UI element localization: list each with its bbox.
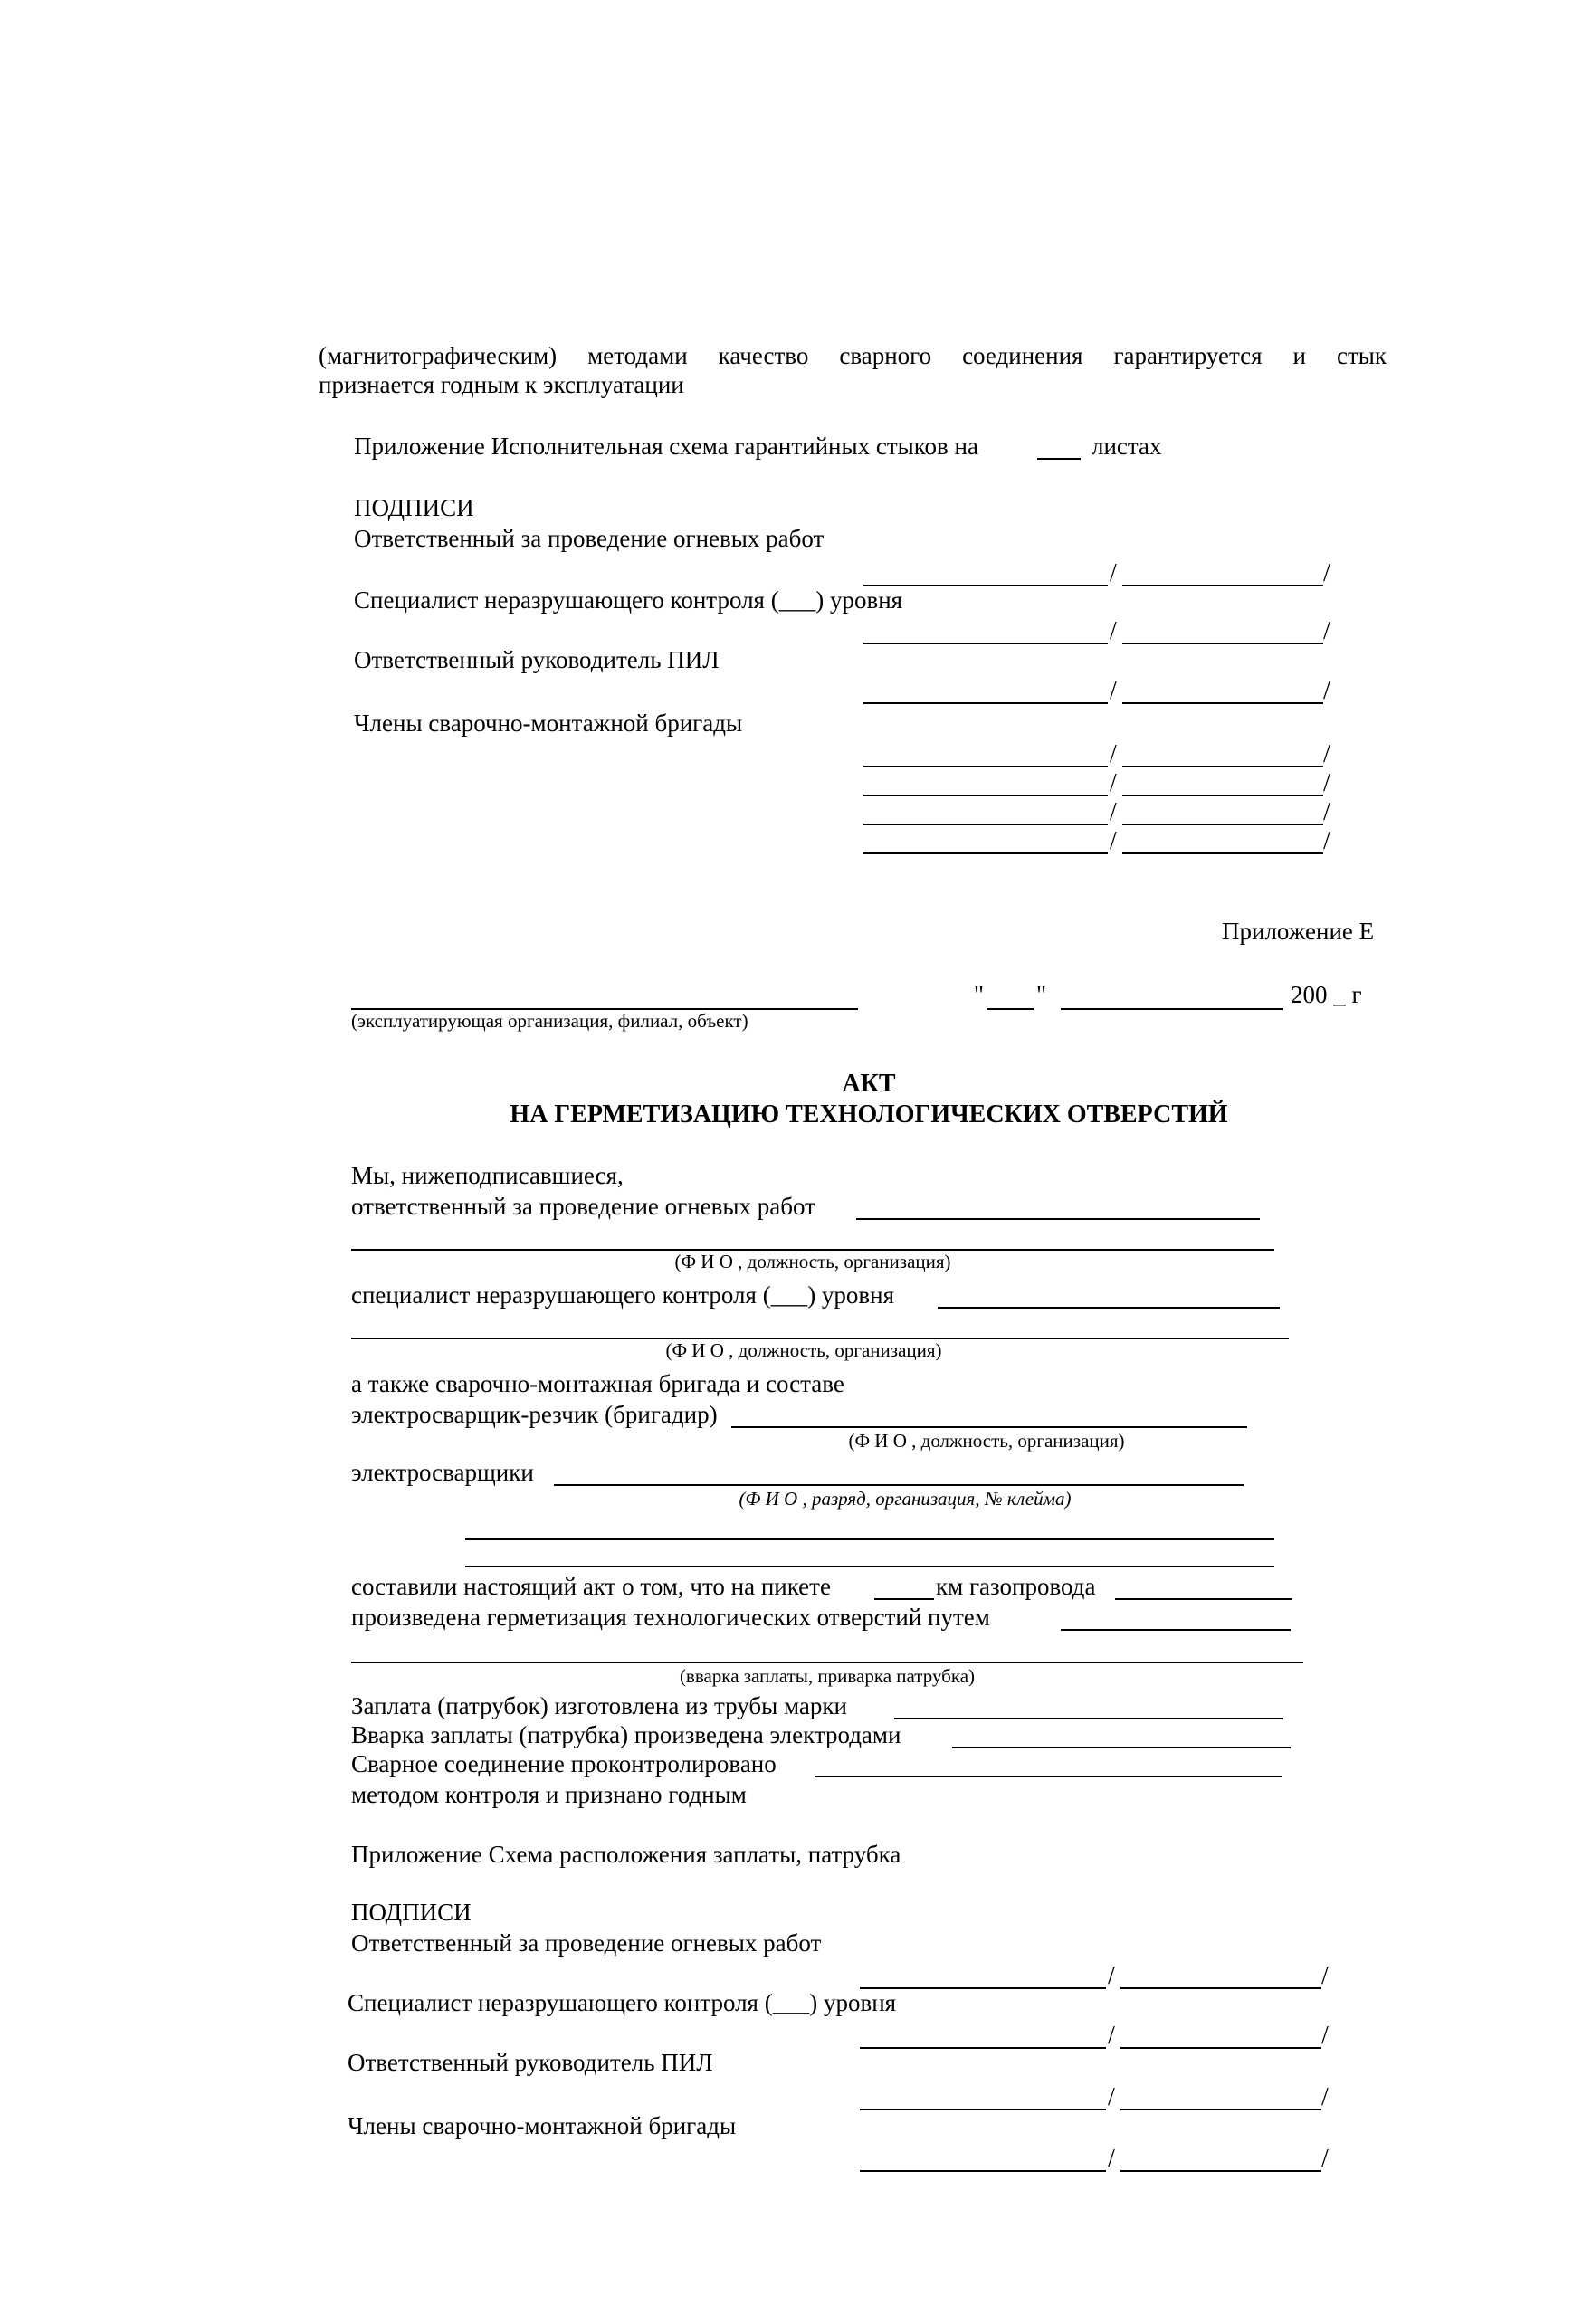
- act-method-blank[interactable]: [351, 1662, 1303, 1663]
- act-subtitle: НА ГЕРМЕТИЗАЦИЮ ТЕХНОЛОГИЧЕСКИХ ОТВЕРСТИЙ: [510, 1100, 1228, 1129]
- sig1-slash-3b: /: [1323, 677, 1330, 705]
- sig2-slash-4b: /: [1321, 2145, 1329, 2173]
- sig2-line-1-name[interactable]: [860, 1987, 1106, 1989]
- act-attachment: Приложение Схема расположения заплаты, патрубка: [351, 1841, 901, 1868]
- act-sealed: произведена герметизация технологических отверстий путем: [351, 1604, 990, 1631]
- sig2-slash-3a: /: [1108, 2083, 1115, 2111]
- act-electrodes-blank[interactable]: [952, 1747, 1291, 1748]
- act-fire-works: ответственный за проведение огневых работ: [351, 1193, 815, 1220]
- continuation-line-1: (магнитографическим) методами качество сварного соединения гарантируется и стык: [319, 342, 1387, 369]
- sig1-line-7-name[interactable]: [863, 852, 1108, 854]
- signatures2-fire-works: Ответственный за проведение огневых работ: [351, 1929, 822, 1957]
- date-year: 200 _ г: [1291, 981, 1362, 1008]
- sig1-slash-7b: /: [1323, 827, 1330, 855]
- act-pipeline-blank[interactable]: [1115, 1598, 1292, 1600]
- act-drew-up-b: км газопровода: [936, 1573, 1096, 1600]
- sig1-line-3-name[interactable]: [863, 702, 1108, 704]
- act-foreman-blank[interactable]: [731, 1426, 1247, 1428]
- sig2-line-1-sign[interactable]: [1120, 1987, 1321, 1989]
- sig1-line-5-name[interactable]: [863, 795, 1108, 796]
- sig1-line-6-name[interactable]: [863, 824, 1108, 825]
- sig2-slash-4a: /: [1108, 2145, 1115, 2173]
- sig1-line-5-sign[interactable]: [1122, 795, 1323, 796]
- act-controlled: Сварное соединение проконтролировано: [351, 1750, 777, 1777]
- signatures2-pil: Ответственный руководитель ПИЛ: [348, 2049, 713, 2076]
- sig2-line-2-sign[interactable]: [1120, 2047, 1321, 2049]
- act-caption-method: (вварка заплаты, приварка патрубка): [679, 1665, 976, 1687]
- act-ndt: специалист неразрушающего контроля (___) уровня: [351, 1281, 895, 1309]
- act-caption-welders: (Ф И О , разряд, организация, № клейма): [739, 1488, 1072, 1510]
- sig2-slash-3b: /: [1321, 2083, 1329, 2111]
- signatures1-pil: Ответственный руководитель ПИЛ: [354, 646, 720, 673]
- sig2-slash-2a: /: [1108, 2022, 1115, 2050]
- sig1-line-2-name[interactable]: [863, 643, 1108, 644]
- sig2-line-3-sign[interactable]: [1120, 2109, 1321, 2110]
- act-caption-fio-3: (Ф И О , должность, организация): [848, 1430, 1125, 1452]
- sig1-line-2-sign[interactable]: [1122, 643, 1323, 644]
- attachment1-suffix: листах: [1092, 433, 1162, 460]
- date-quote-close: ": [1036, 981, 1047, 1008]
- sig1-slash-2a: /: [1110, 617, 1117, 645]
- sig1-line-1-sign[interactable]: [1122, 585, 1323, 586]
- sig2-line-3-name[interactable]: [860, 2109, 1106, 2110]
- act-welders-blank-2[interactable]: [465, 1538, 1274, 1540]
- act-patch-pipe: Заплата (патрубок) изготовлена из трубы марки: [351, 1692, 847, 1719]
- act-patch-pipe-blank[interactable]: [894, 1718, 1283, 1719]
- sig1-slash-7a: /: [1110, 827, 1117, 855]
- act-welders-blank-3[interactable]: [465, 1566, 1274, 1567]
- act-method-ok: методом контроля и признано годным: [351, 1781, 747, 1808]
- act-drew-up-a: составили настоящий акт о том, что на пикете: [351, 1573, 831, 1600]
- sig1-line-6-sign[interactable]: [1122, 824, 1323, 825]
- signatures1-heading: ПОДПИСИ: [354, 494, 474, 521]
- attachment1-prefix: Приложение Исполнительная схема гарантийных стыков на: [354, 433, 978, 460]
- sig2-slash-1a: /: [1108, 1962, 1115, 1990]
- signatures1-fire-works: Ответственный за проведение огневых работ: [354, 525, 825, 552]
- sig1-slash-1b: /: [1323, 559, 1330, 587]
- act-electrodes: Вварка заплаты (патрубка) произведена электродами: [351, 1721, 901, 1748]
- act-sealed-blank[interactable]: [1061, 1629, 1291, 1631]
- date-month-blank[interactable]: [1061, 1008, 1283, 1010]
- sig1-slash-5b: /: [1323, 769, 1330, 797]
- act-welders: электросварщики: [351, 1459, 534, 1486]
- sig1-slash-1a: /: [1110, 559, 1117, 587]
- act-title: АКТ: [842, 1070, 896, 1098]
- sig1-line-4-name[interactable]: [863, 766, 1108, 767]
- org-caption: (эксплуатирующая организация, филиал, объект): [351, 1010, 748, 1032]
- act-caption-fio-2: (Ф И О , должность, организация): [665, 1339, 942, 1361]
- signatures1-brigade: Члены сварочно-монтажной бригады: [354, 710, 743, 737]
- attachment1-sheets-blank[interactable]: [1037, 458, 1081, 460]
- act-fire-works-blank[interactable]: [856, 1218, 1260, 1220]
- continuation-line-2: признается годным к эксплуатации: [319, 371, 684, 398]
- sig1-slash-2b: /: [1323, 617, 1330, 645]
- signatures1-ndt: Специалист неразрушающего контроля (___) уровня: [354, 586, 903, 614]
- appendix-e-label: Приложение Е: [1222, 918, 1375, 945]
- sig1-slash-4b: /: [1323, 740, 1330, 768]
- signatures2-heading: ПОДПИСИ: [351, 1899, 472, 1926]
- date-day-blank[interactable]: [987, 1008, 1034, 1010]
- act-welders-blank[interactable]: [554, 1484, 1244, 1486]
- sig1-slash-3a: /: [1110, 677, 1117, 705]
- date-quote-open: ": [974, 981, 985, 1008]
- sig1-slash-4a: /: [1110, 740, 1117, 768]
- act-brigade: а также сварочно-монтажная бригада и составе: [351, 1370, 844, 1397]
- sig2-line-4-name[interactable]: [860, 2170, 1106, 2172]
- act-ndt-blank[interactable]: [938, 1307, 1280, 1309]
- sig1-slash-6b: /: [1323, 798, 1330, 826]
- sig2-slash-1b: /: [1321, 1962, 1329, 1990]
- act-foreman: электросварщик-резчик (бригадир): [351, 1401, 718, 1428]
- signatures2-ndt: Специалист неразрушающего контроля (___) уровня: [348, 1989, 897, 2016]
- act-caption-fio-1: (Ф И О , должность, организация): [674, 1251, 951, 1272]
- sig2-line-2-name[interactable]: [860, 2047, 1106, 2049]
- signatures2-brigade: Члены сварочно-монтажной бригады: [348, 2112, 737, 2139]
- sig1-line-4-sign[interactable]: [1122, 766, 1323, 767]
- sig1-line-7-sign[interactable]: [1122, 852, 1323, 854]
- sig1-line-3-sign[interactable]: [1122, 702, 1323, 704]
- act-controlled-blank[interactable]: [815, 1776, 1282, 1777]
- sig1-slash-6a: /: [1110, 798, 1117, 826]
- sig2-line-4-sign[interactable]: [1120, 2170, 1321, 2172]
- sig2-slash-2b: /: [1321, 2022, 1329, 2050]
- act-picket-blank[interactable]: [874, 1598, 934, 1600]
- sig1-slash-5a: /: [1110, 769, 1117, 797]
- act-we: Мы, нижеподписавшиеся,: [351, 1162, 624, 1189]
